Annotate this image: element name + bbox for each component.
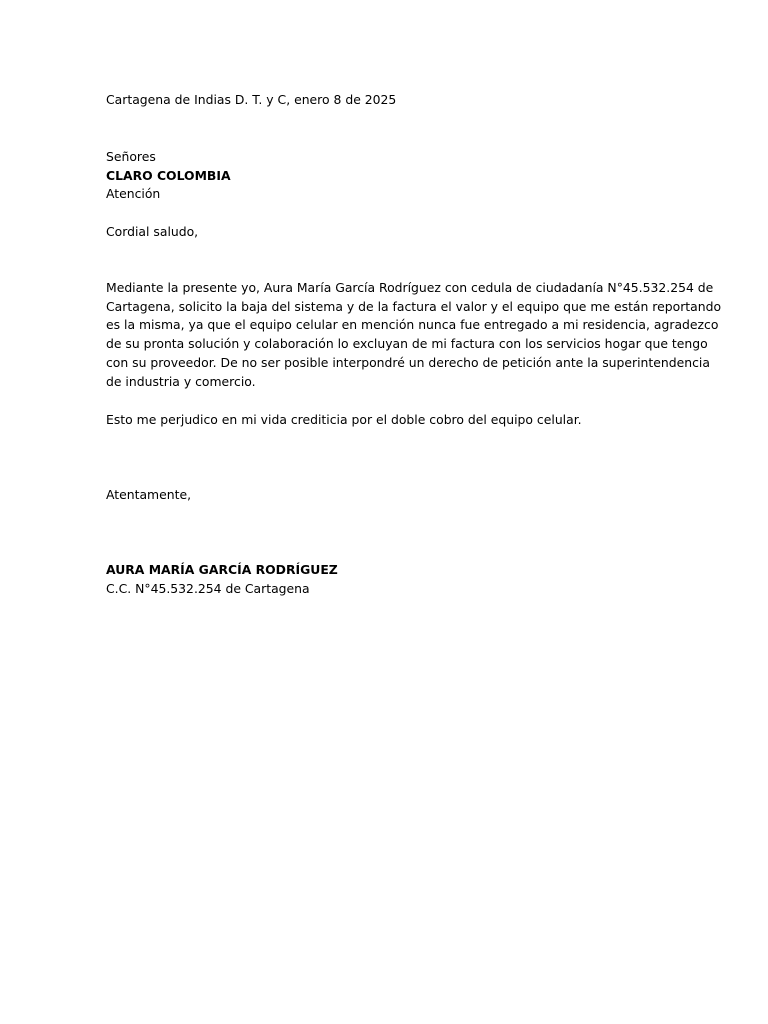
signer-name: AURA MARÍA GARCÍA RODRÍGUEZ	[106, 562, 338, 577]
place-date: Cartagena de Indias D. T. y C, enero 8 de 2025	[106, 92, 397, 107]
body-paragraph	[106, 279, 722, 391]
salutation-to: Señores	[106, 149, 156, 164]
body-line: de industria y comercio.	[106, 373, 256, 389]
body-line: de su pronta solución y colaboración lo excluyan de mi factura con los servicios hogar que tengo	[106, 336, 708, 352]
signer-id: C.C. N°45.532.254 de Cartagena	[106, 581, 310, 596]
greeting: Cordial saludo,	[106, 224, 199, 239]
body-line: Cartagena, solicito la baja del sistema y de la factura el valor y el equipo que me están reportando	[106, 298, 722, 314]
attention-line: Atención	[106, 186, 161, 201]
complaint-paragraph: Esto me perjudico en mi vida crediticia por el doble cobro del equipo celular.	[106, 412, 582, 427]
closing: Atentamente,	[106, 487, 192, 502]
body-line: Mediante la presente yo, Aura María García Rodríguez con cedula de ciudadanía N°45.532.254 de	[106, 280, 714, 295]
body-line: es la misma, ya que el equipo celular en mención nunca fue entregado a mi residencia, agradezco	[106, 317, 719, 333]
recipient-name: CLARO COLOMBIA	[106, 168, 231, 183]
body-line: con su proveedor. De no ser posible interpondré un derecho de petición ante la superintendencia	[106, 354, 710, 370]
